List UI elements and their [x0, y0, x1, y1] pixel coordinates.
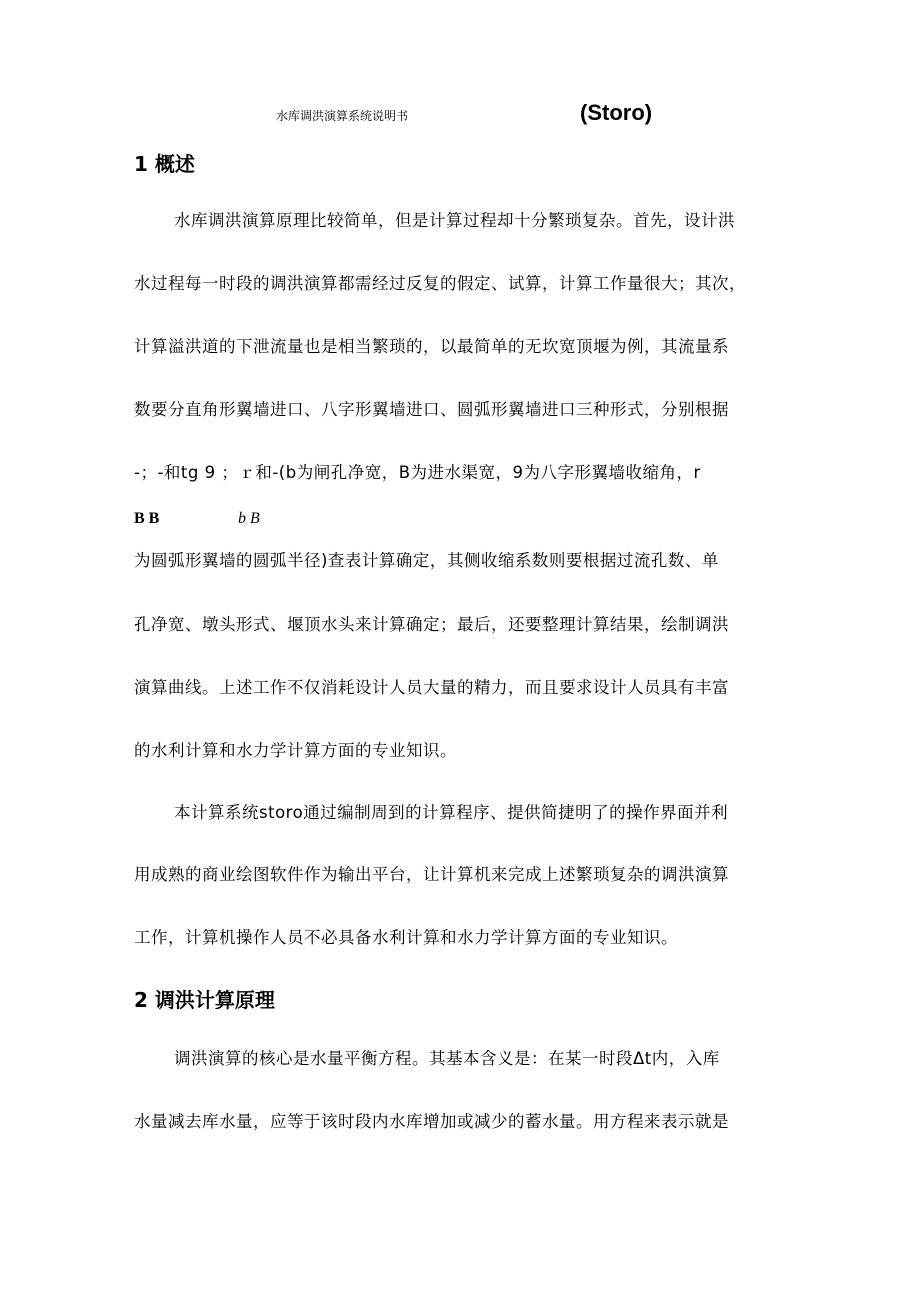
section-2-heading: 2 调洪计算原理	[134, 988, 275, 1012]
paragraph-line: 演算曲线。上述工作不仅消耗设计人员大量的精力，而且要求设计人员具有丰富	[134, 678, 729, 697]
document-title: 水库调洪演算系统说明书	[276, 109, 409, 123]
paragraph-line: 孔净宽、墩头形式、堰顶水头来计算确定；最后，还要整理计算结果，绘制调洪	[134, 615, 729, 634]
paragraph-line: -；-和tg 9 ；ｒ和-(b为闸孔净宽，B为进水渠宽，9为八字形翼墙收缩角，r	[134, 463, 701, 482]
section-1-heading: 1 概述	[134, 152, 195, 176]
paragraph-line: 水过程每一时段的调洪演算都需经过反复的假定、试算，计算工作量很大；其次，	[134, 274, 746, 293]
paragraph-line: 调洪演算的核心是水量平衡方程。其基本含义是：在某一时段Δt内，入库	[174, 1049, 720, 1068]
paragraph-line: 用成熟的商业绘图软件作为输出平台，让计算机来完成上述繁琐复杂的调洪演算	[134, 865, 729, 884]
paragraph-line: 的水利计算和水力学计算方面的专业知识。	[134, 741, 457, 760]
paragraph-line: 为圆弧形翼墙的圆弧半径)查表计算确定，其侧收缩系数则要根据过流孔数、单	[134, 551, 719, 570]
paragraph-line: 水库调洪演算原理比较简单，但是计算过程却十分繁琐复杂。首先，设计洪	[174, 211, 735, 230]
paragraph-line: 本计算系统storo通过编制周到的计算程序、提供简捷明了的操作界面并利	[174, 803, 729, 822]
paragraph-line: 数要分直角形翼墙进口、八字形翼墙进口、圆弧形翼墙进口三种形式，分别根据	[134, 400, 729, 419]
paragraph-line: 工作，计算机操作人员不必具备水利计算和水力学计算方面的专业知识。	[134, 928, 678, 947]
formula-fragment: B B	[134, 510, 160, 527]
document-title-english: (Storo)	[580, 100, 653, 125]
paragraph-line: 计算溢洪道的下泄流量也是相当繁琐的，以最简单的无坎宽顶堰为例，其流量系	[134, 337, 729, 356]
paragraph-line: 水量减去库水量，应等于该时段内水库增加或减少的蓄水量。用方程来表示就是	[134, 1112, 729, 1131]
formula-fragment: b B	[238, 510, 260, 527]
